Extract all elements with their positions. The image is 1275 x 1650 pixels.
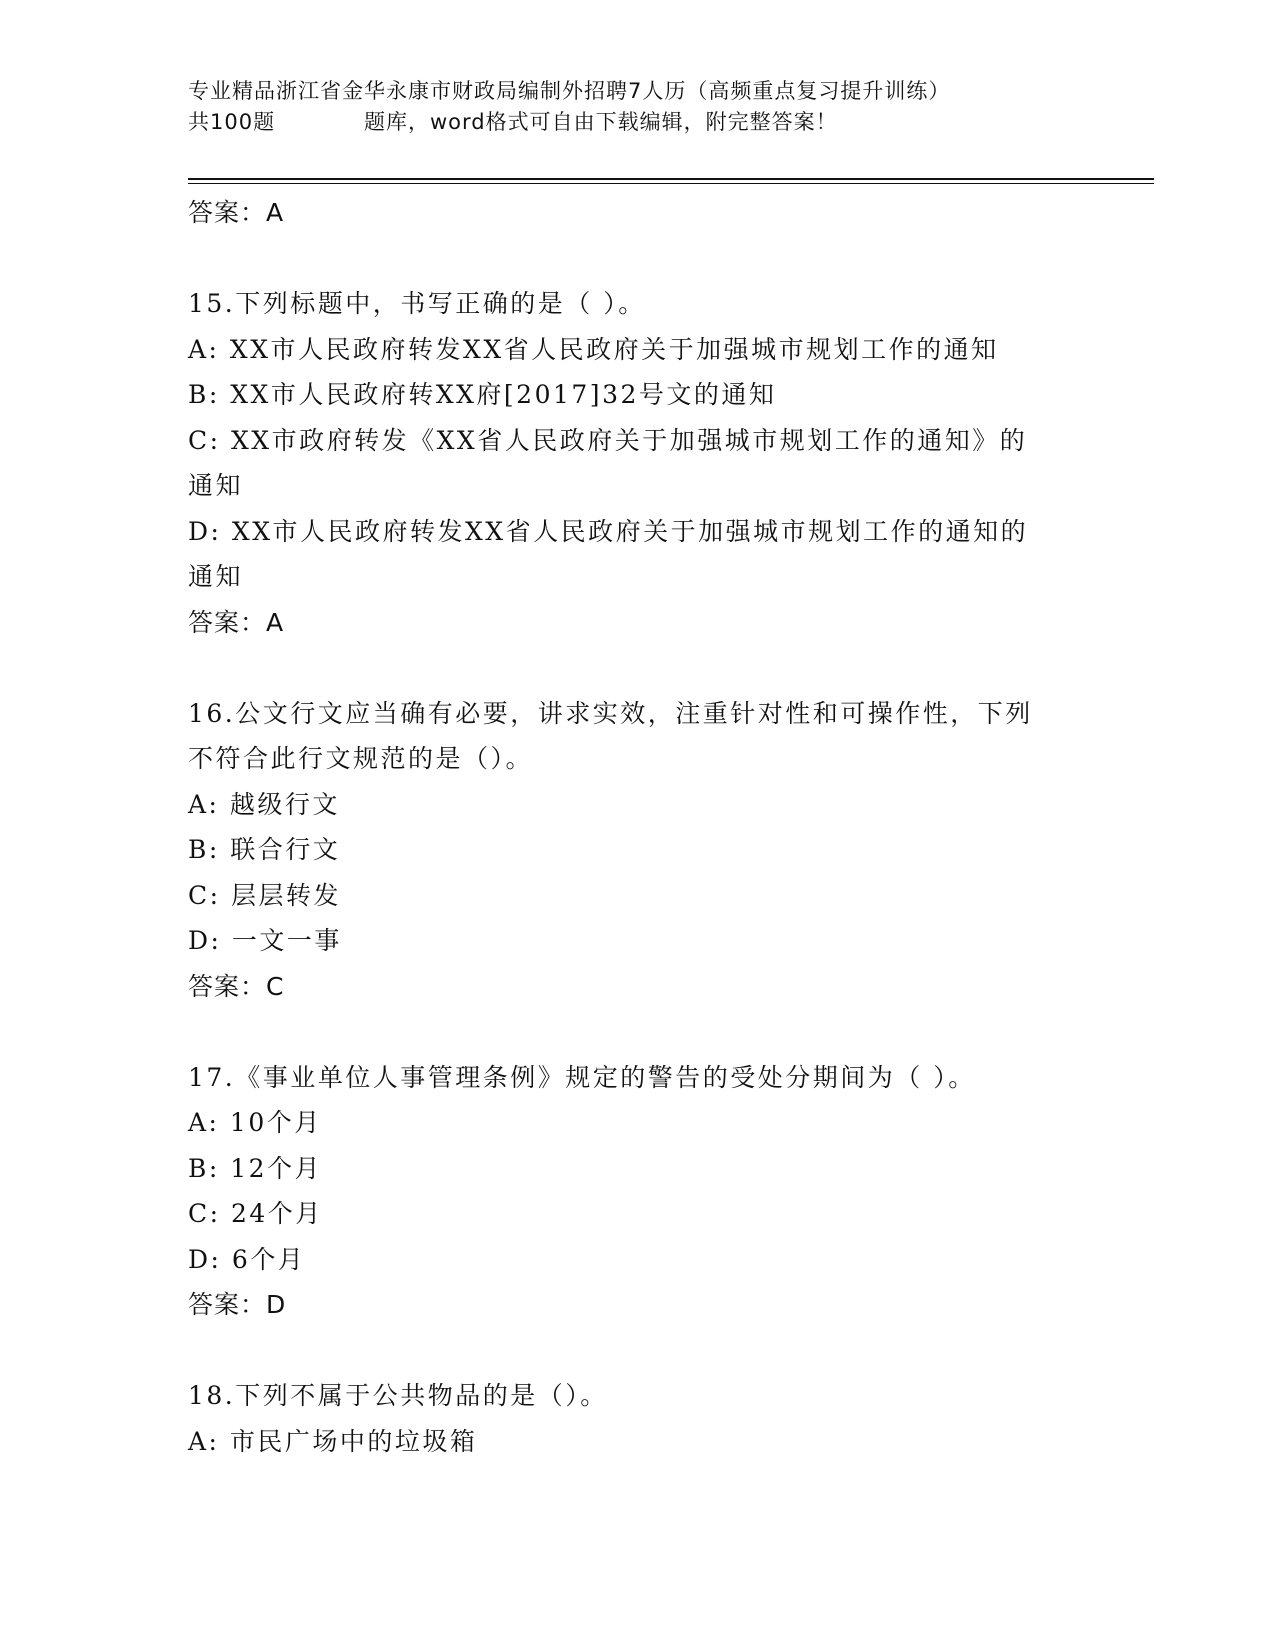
spacer: [188, 1328, 1088, 1374]
question-16: [188, 691, 1088, 1010]
spacer: [188, 645, 1088, 691]
question-18: [188, 1373, 1088, 1464]
header-description: 题库，word格式可自由下载编辑，附完整答案！: [364, 110, 838, 134]
option-a: A: 越级行文: [188, 789, 340, 819]
question-stem-continued: 不符合此行文规范的是（）。: [188, 744, 534, 773]
header-subtitle-row: [188, 107, 1108, 138]
previous-answer: 答案：A: [188, 198, 285, 227]
option-c: C: XX市政府转发《XX省人民政府关于加强城市规划工作的通知》的: [188, 425, 1028, 455]
question-17: [188, 1055, 1088, 1328]
answer-label: 答案：A: [188, 607, 285, 637]
header-rule-thin: [188, 183, 1154, 184]
header-question-count: 共100题: [188, 110, 276, 134]
option-a: A: 10个月: [188, 1108, 322, 1137]
option-b: B: 联合行文: [188, 835, 341, 864]
spacer: [188, 1009, 1088, 1055]
option-a: A: XX市人民政府转发XX省人民政府关于加强城市规划工作的通知: [188, 334, 999, 364]
header-rule-thick: [188, 178, 1154, 180]
option-d: D: 一文一事: [188, 926, 342, 955]
option-c-continued: 通知: [188, 471, 244, 500]
document-body: [188, 190, 1088, 1464]
option-b: B: XX市人民政府转XX府[2017]32号文的通知: [188, 380, 777, 409]
option-d: D: 6个月: [188, 1244, 306, 1274]
answer-label: 答案：C: [188, 971, 285, 1001]
spacer: [188, 236, 1088, 282]
header-title: 专业精品浙江省金华永康市财政局编制外招聘7人历（高频重点复习提升训练）: [188, 79, 951, 103]
option-c: C: 层层转发: [188, 880, 341, 910]
question-stem: 15.下列标题中，书写正确的是（ ）。: [188, 289, 646, 318]
option-b: B: 12个月: [188, 1153, 323, 1183]
question-stem: 16.公文行文应当确有必要，讲求实效，注重针对性和可操作性，下列: [188, 698, 1033, 728]
option-d: D: XX市人民政府转发XX省人民政府关于加强城市规划工作的通知的: [188, 516, 1029, 546]
answer-label: 答案：D: [188, 1290, 287, 1319]
page-header: [188, 76, 1108, 138]
question-15: [188, 281, 1088, 645]
question-stem: 17.《事业单位人事管理条例》规定的警告的受处分期间为（ ）。: [188, 1062, 976, 1092]
option-d-continued: 通知: [188, 562, 244, 591]
option-a: A: 市民广场中的垃圾箱: [188, 1426, 478, 1456]
option-c: C: 24个月: [188, 1199, 323, 1228]
question-stem: 18.下列不属于公共物品的是（）。: [188, 1381, 608, 1410]
